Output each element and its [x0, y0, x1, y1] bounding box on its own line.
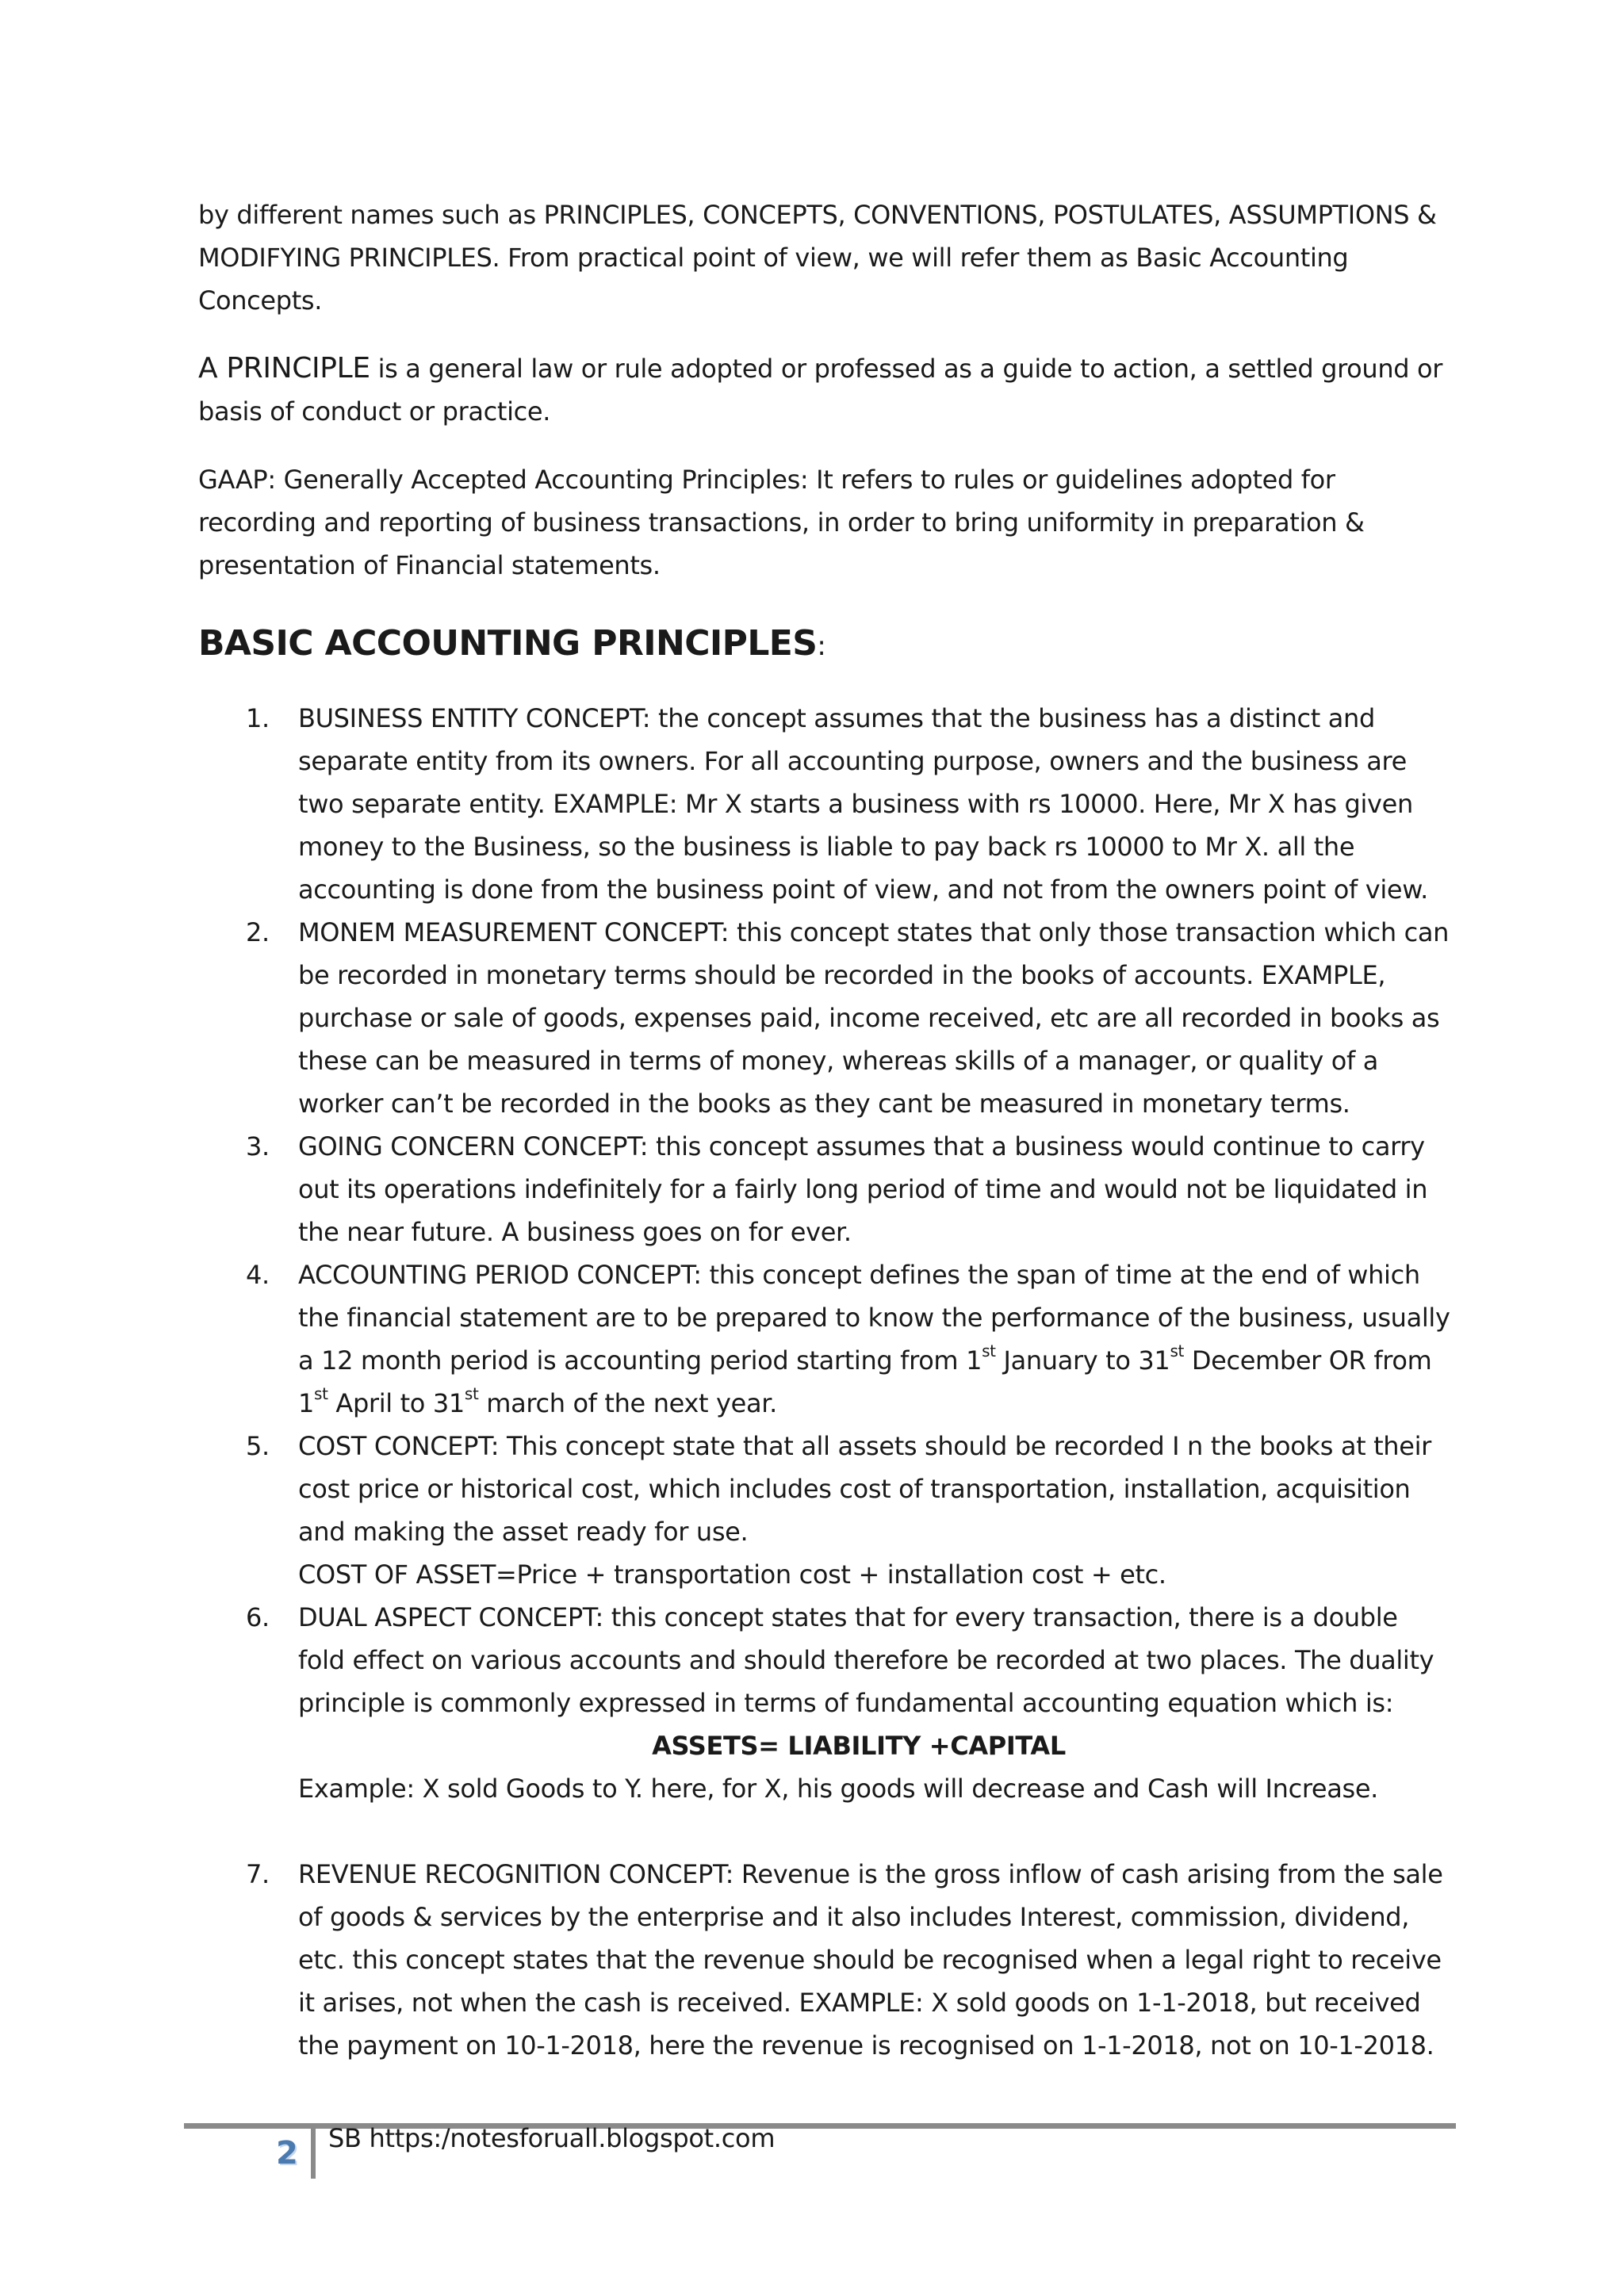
list-item-cost-concept	[198, 1425, 1451, 1596]
list-item-money-measurement	[198, 911, 1451, 1125]
list-number: 2.	[246, 917, 270, 947]
intro-paragraph-2	[198, 347, 1451, 433]
list-item-text: DUAL ASPECT CONCEPT: this concept states that for every transaction, there is a double fold effect on various accounts and should therefore be recorded at two places. The duality principle is commonly expressed in terms of fundamental accounting equation which is:	[298, 1602, 1434, 1718]
list-number: 4.	[246, 1260, 270, 1290]
list-item-dual-aspect	[198, 1596, 1451, 1853]
list-item-business-entity	[198, 697, 1451, 911]
ordinal-suffix: st	[464, 1384, 479, 1404]
principles-list	[198, 697, 1451, 2067]
ordinal-suffix: st	[982, 1341, 996, 1361]
accounting-equation: ASSETS= LIABILITY +CAPITAL	[652, 1731, 1066, 1761]
list-item-text: REVENUE RECOGNITION CONCEPT: Revenue is the gross inflow of cash arising from the sale of goods & services by the enterprise and it also includes Interest, commission, dividend, etc. this concept states that the revenue should be recognised when a legal right to receive it arises, not when the cash is received. EXAMPLE: X sold goods on 1-1-2018, but received the payment on 10-1-2018, here the revenue is recognised on 1-1-2018, not on 10-1-2018.	[298, 1859, 1443, 2061]
period-text-part: march of the next year.	[478, 1388, 777, 1418]
period-text-part: December OR from 1	[298, 1345, 1432, 1418]
list-item-accounting-period	[198, 1253, 1451, 1425]
principle-definition: is a general law or rule adopted or professed as a guide to action, a settled ground or basis of conduct or practice.	[198, 354, 1443, 427]
footer-source: SB https:/notesforuall.blogspot.com	[328, 2123, 776, 2153]
list-number: 6.	[246, 1602, 270, 1632]
list-item-text: BUSINESS ENTITY CONCEPT: the concept assumes that the business has a distinct and separate entity from its owners. For all accounting purpose, owners and the business are two separate entity. EXAMPLE: Mr X starts a business with rs 10000. Here, Mr X has given money to the Business, so the business is liable to pay back rs 10000 to Mr X. all the accounting is done from the business point of view, and not from the owners point of view.	[298, 703, 1428, 905]
ordinal-suffix: st	[314, 1384, 328, 1404]
ordinal-suffix: st	[1170, 1341, 1184, 1361]
list-number: 3.	[246, 1131, 270, 1161]
list-item-revenue-recognition	[198, 1853, 1451, 2067]
list-item-text: GOING CONCERN CONCEPT: this concept assumes that a business would continue to carry out its operations indefinitely for a fairly long period of time and would not be liquidated in the near future. A business goes on for ever.	[298, 1131, 1428, 1247]
period-text-part: April to 31	[327, 1388, 465, 1418]
dual-aspect-example: Example: X sold Goods to Y. here, for X, his goods will decrease and Cash will Increase.	[298, 1774, 1378, 1804]
intro-paragraph-3: GAAP: Generally Accepted Accounting Principles: It refers to rules or guidelines adopted for recording and reporting of business transactions, in order to bring uniformity in preparation & presentation of Financial statements.	[198, 465, 1365, 580]
period-text-part: ACCOUNTING PERIOD CONCEPT: this concept defines the span of time at the end of which the financial statement are to be prepared to know the performance of the business, usually a 12 month period is accounting period starting from 1	[298, 1260, 1450, 1376]
list-item-going-concern	[198, 1125, 1451, 1253]
section-heading	[198, 622, 1451, 668]
cost-formula: COST OF ASSET=Price + transportation cost + installation cost + etc.	[298, 1559, 1166, 1590]
page-content	[198, 193, 1451, 2067]
principle-lead-word: A PRINCIPLE	[198, 352, 370, 385]
list-number: 1.	[246, 703, 270, 733]
intro-paragraph-1: by different names such as PRINCIPLES, CONCEPTS, CONVENTIONS, POSTULATES, ASSUMPTIONS & MODIFYING PRINCIPLES. From practical point of view, we will refer them as Basic Accounting Concepts.	[198, 200, 1437, 316]
list-item-text	[298, 1260, 1450, 1418]
spacer	[298, 1810, 1451, 1853]
section-title-colon: :	[817, 630, 826, 662]
footer-vertical-divider	[311, 2126, 316, 2179]
period-text-part: January to 31	[995, 1345, 1170, 1376]
list-number: 5.	[246, 1431, 270, 1461]
list-number: 7.	[246, 1859, 270, 1889]
list-item-text: MONEM MEASUREMENT CONCEPT: this concept states that only those transaction which can be recorded in monetary terms should be recorded in the books of accounts. EXAMPLE, purchase or sale of goods, expenses paid, income received, etc are all recorded in books as these can be measured in terms of money, whereas skills of a manager, or quality of a worker can’t be recorded in the books as they cant be measured in monetary terms.	[298, 917, 1450, 1119]
page-number: 2	[276, 2135, 298, 2172]
list-item-text: COST CONCEPT: This concept state that all assets should be recorded I n the books at their cost price or historical cost, which includes cost of transportation, installation, acquisition and making the asset ready for use.	[298, 1431, 1431, 1547]
section-title: BASIC ACCOUNTING PRINCIPLES	[198, 623, 818, 664]
